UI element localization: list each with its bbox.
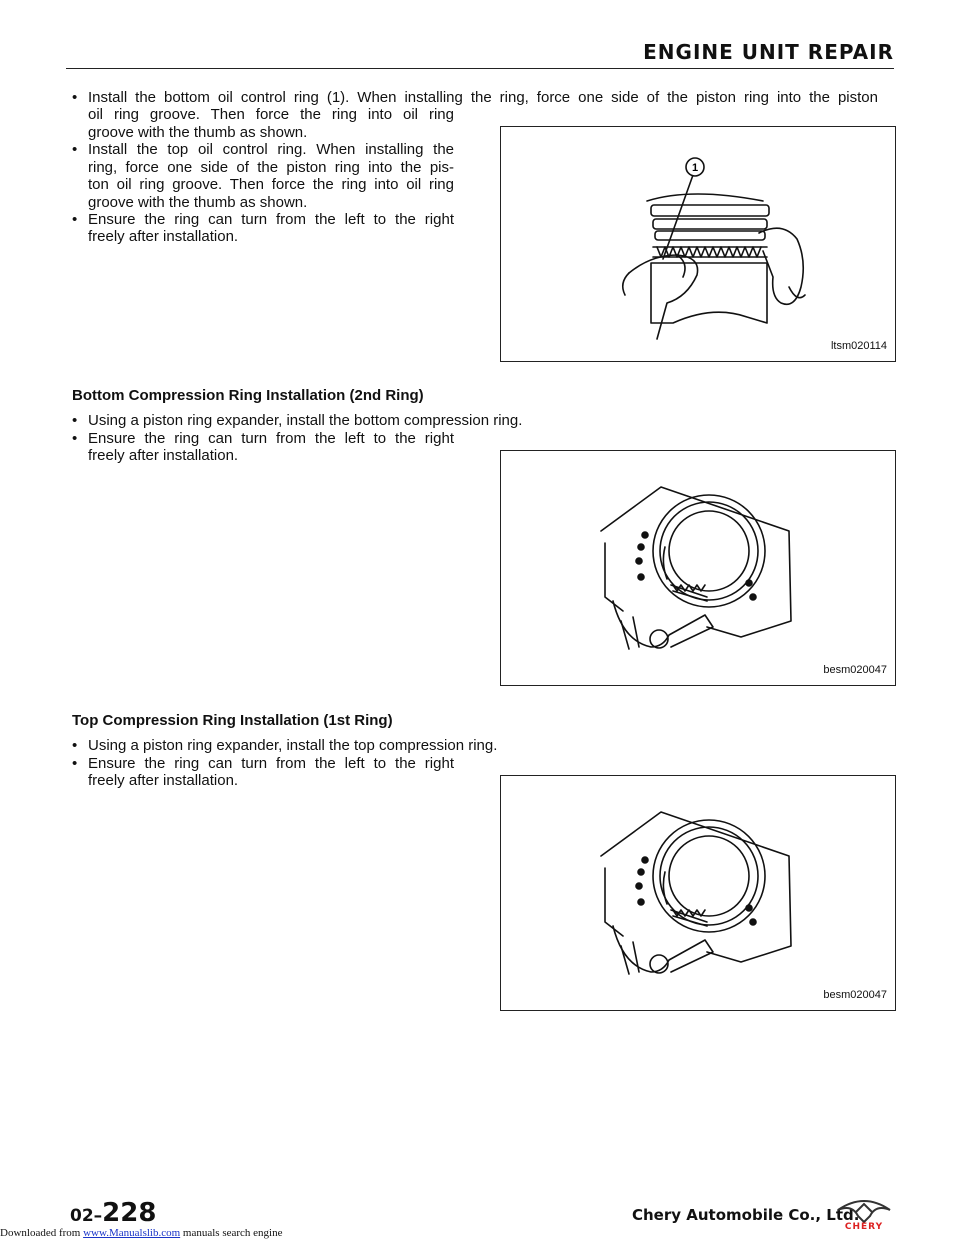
body-text-line: ton oil ring groove. Then force the ring into oil ring <box>88 176 454 193</box>
body-text-line: Using a piston ring expander, install the top compression ring. <box>88 737 498 754</box>
bullet: • <box>72 430 78 447</box>
body-text-line: Install the top oil control ring. When installing the <box>88 141 454 158</box>
body-text-line: Ensure the ring can turn from the left to the right <box>88 430 454 447</box>
ring-expander-illustration <box>501 451 897 687</box>
header-rule <box>66 68 894 69</box>
footer-company: Chery Automobile Co., Ltd. <box>632 1206 860 1224</box>
callout-number: 1 <box>691 162 699 174</box>
section-heading-bottom-compression: Bottom Compression Ring Installation (2nd Ring) <box>72 387 424 404</box>
page-number <box>70 1198 156 1228</box>
bullet: • <box>72 755 78 772</box>
bullet: • <box>72 89 78 106</box>
figure-ring-expander-top <box>500 775 896 1011</box>
figure-code: ltsm020114 <box>830 340 887 352</box>
section-heading-top-compression: Top Compression Ring Installation (1st Ring) <box>72 712 393 729</box>
svg-text:CHERY: CHERY <box>844 1222 884 1230</box>
page-prefix: 02– <box>70 1206 103 1226</box>
page-number-value: 228 <box>102 1198 157 1228</box>
body-text-line: freely after installation. <box>88 228 239 245</box>
ring-expander-illustration <box>501 776 897 1012</box>
body-text-line: groove with the thumb as shown. <box>88 124 308 141</box>
body-text-line: oil ring groove. Then force the ring into oil ring <box>88 106 454 123</box>
bullet: • <box>72 141 78 158</box>
body-text-line: ring, force one side of the piston ring into the pis- <box>88 159 454 176</box>
figure-ring-expander-bottom <box>500 450 896 686</box>
download-suffix: manuals search engine <box>182 1227 283 1239</box>
body-text-line: groove with the thumb as shown. <box>88 194 308 211</box>
body-text-line: Install the bottom oil control ring (1). When installing the ring, force one side of the piston ring into the piston <box>88 89 878 106</box>
body-text-line: Ensure the ring can turn from the left to the right <box>88 211 454 228</box>
body-text-line: Ensure the ring can turn from the left to the right <box>88 755 454 772</box>
figure-code: besm020047 <box>823 989 887 1001</box>
chery-logo <box>834 1198 894 1230</box>
body-text-line: freely after installation. <box>88 772 239 789</box>
body-text-line: Using a piston ring expander, install the bottom compression ring. <box>88 412 523 429</box>
figure-oil-ring-install <box>500 126 896 362</box>
page-header-title: ENGINE UNIT REPAIR <box>643 40 894 64</box>
download-note <box>0 1227 282 1239</box>
bullet: • <box>72 737 78 754</box>
manualslib-link[interactable]: www.Manualslib.com <box>83 1227 181 1239</box>
figure-code: besm020047 <box>823 664 887 676</box>
bullet: • <box>72 412 78 429</box>
piston-oil-ring-illustration <box>501 127 897 363</box>
bullet: • <box>72 211 78 228</box>
download-prefix: Downloaded from <box>0 1227 81 1239</box>
body-text-line: freely after installation. <box>88 447 239 464</box>
